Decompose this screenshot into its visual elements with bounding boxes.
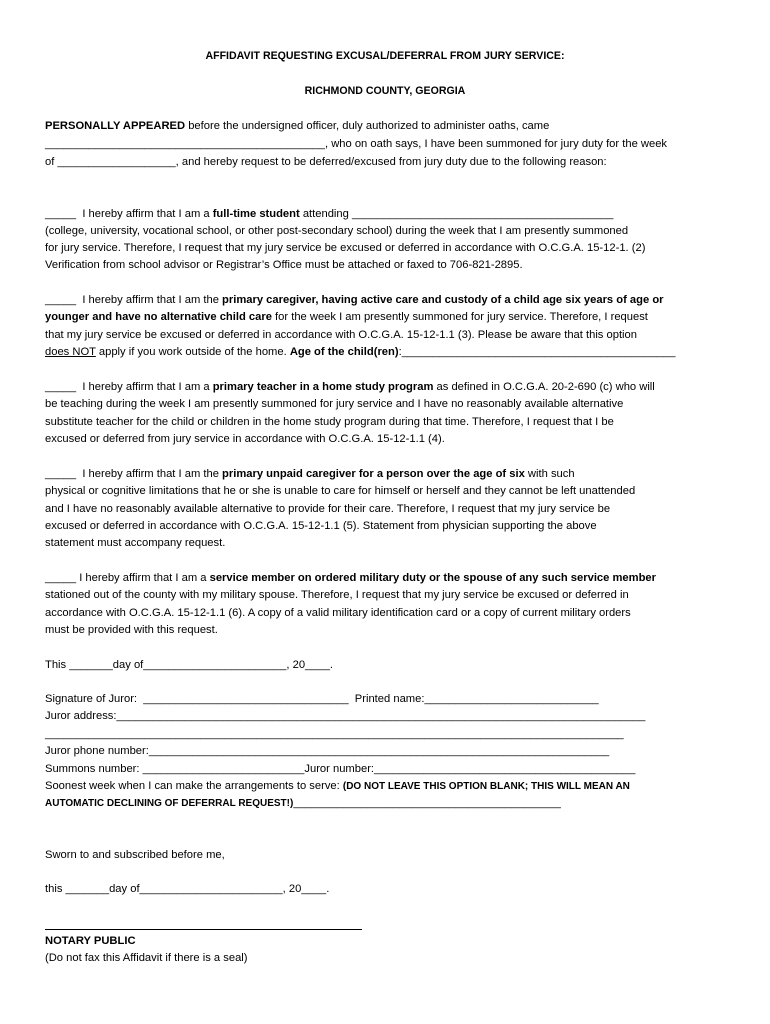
date-line: This _______day of_______________________, 20____. <box>45 659 334 671</box>
teacher-bold: primary teacher in a home study program <box>212 381 434 393</box>
caregiver-child-bold-2: younger and have no alternative child care <box>45 311 272 323</box>
juror-address-line: Juror address:_____________________________________________________________________________________ <box>45 710 646 722</box>
teacher-option <box>45 380 655 394</box>
caregiver-child-checkline: _____ I hereby affirm that I am the <box>45 294 223 306</box>
student-line-2: (college, university, vocational school, or other post-secondary school) during the week that I am presently summoned <box>45 225 629 237</box>
child-age-field: :____________________________________________ <box>398 346 676 358</box>
military-line-2: stationed out of the county with my military spouse. Therefore, I request that my jury service be excused or deferred in <box>45 589 629 601</box>
teacher-line-2: be teaching during the week I am presently summoned for jury service and I have no reasonably available alternative <box>45 398 624 410</box>
student-line-3: for jury service. Therefore, I request that my jury service be excused or deferred in accordance with O.C.G.A. 15-12-1. (2) <box>45 242 646 254</box>
student-checkline: _____ I hereby affirm that I am a <box>45 208 213 220</box>
county-heading: RICHMOND COUNTY, GEORGIA <box>304 85 466 97</box>
soonest-week-label: Soonest week when I can make the arrangements to serve: <box>45 780 343 792</box>
caregiver-child-line-4 <box>45 345 675 359</box>
caregiver-child-bold: primary caregiver, having active care and custody of a child age six years of age or <box>222 294 664 306</box>
does-not-underlined: does NOT <box>45 346 96 358</box>
soonest-week-field: ___________________________________________ <box>293 797 561 809</box>
notary-signature-line <box>45 929 362 930</box>
caregiver-child-option <box>45 293 664 307</box>
intro-line-2: _____________________________________________, who on oath says, I have been summoned for jury duty for the week <box>45 138 668 150</box>
juror-signature-line: Signature of Juror: _________________________________ Printed name:____________________________ <box>45 693 599 705</box>
student-line-4: Verification from school advisor or Registrar’s Office must be attached or faxed to 706-821-2895. <box>45 259 523 271</box>
juror-phone-line: Juror phone number:__________________________________________________________________________ <box>45 745 610 757</box>
sworn-heading: Sworn to and subscribed before me, <box>45 849 225 861</box>
teacher-line-3: substitute teacher for the child or children in the home study program during that time. Therefore, I request that I be <box>45 416 614 428</box>
caregiver-adult-option <box>45 467 575 481</box>
military-checkline: _____ I hereby affirm that I am a <box>45 572 210 584</box>
military-line-3: accordance with O.C.G.A. 15-12-1.1 (6). A copy of a valid military identification card or a copy of current military orders <box>45 607 631 619</box>
caregiver-child-line-2 <box>45 310 648 324</box>
intro-line-3: of ___________________, and hereby request to be deferred/excused from jury duty due to the following reason: <box>45 156 607 168</box>
caregiver-adult-line-5: statement must accompany request. <box>45 537 226 549</box>
caregiver-adult-text-1: with such <box>524 468 575 480</box>
soonest-week-line <box>45 779 630 794</box>
teacher-checkline: _____ I hereby affirm that I am a <box>45 381 213 393</box>
caregiver-adult-bold: primary unpaid caregiver for a person over the age of six <box>222 468 525 480</box>
notary-public-label: NOTARY PUBLIC <box>45 935 136 947</box>
student-school-field: attending __________________________________________ <box>299 208 614 220</box>
military-line-4: must be provided with this request. <box>45 624 218 636</box>
caregiver-child-text-4: apply if you work outside of the home. <box>95 346 290 358</box>
juror-address-line-2: _____________________________________________________________________________________________ <box>45 728 624 740</box>
intro-line-1 <box>45 119 549 133</box>
notary-fax-note: (Do not fax this Affidavit if there is a seal) <box>45 952 248 964</box>
soonest-warning: (DO NOT LEAVE THIS OPTION BLANK; THIS WILL MEAN AN <box>342 781 630 792</box>
summons-juror-number-line: Summons number: __________________________Juror number:__________________________________________ <box>45 763 636 775</box>
caregiver-adult-line-2: physical or cognitive limitations that he or she is unable to care for himself or herself and they cannot be left unattended <box>45 485 636 497</box>
military-bold: service member on ordered military duty or the spouse of any such service member <box>209 572 657 584</box>
document-title: AFFIDAVIT REQUESTING EXCUSAL/DEFERRAL FROM JURY SERVICE: <box>205 50 565 62</box>
personally-appeared-label: PERSONALLY APPEARED <box>45 120 186 132</box>
teacher-line-4: excused or deferred from jury service in accordance with O.C.G.A. 15-12-1.1 (4). <box>45 433 445 445</box>
caregiver-child-text-2: for the week I am presently summoned for jury service. Therefore, I request <box>271 311 648 323</box>
student-option <box>45 207 613 221</box>
caregiver-adult-checkline: _____ I hereby affirm that I am the <box>45 468 223 480</box>
soonest-warning-2: AUTOMATIC DECLINING OF DEFERRAL REQUEST!) <box>45 798 294 809</box>
intro-text: before the undersigned officer, duly authorized to administer oaths, came <box>185 120 550 132</box>
teacher-text-1: as defined in O.C.G.A. 20-2-690 (c) who will <box>433 381 655 393</box>
child-age-label: Age of the child(ren) <box>289 346 399 358</box>
military-option <box>45 571 656 585</box>
caregiver-adult-line-4: excused or deferred in accordance with O.C.G.A. 15-12-1.1 (5). Statement from physician supporting the above <box>45 520 597 532</box>
caregiver-child-line-3: that my jury service be excused or deferred in accordance with O.C.G.A. 15-12-1.1 (3). Please be aware that this option <box>45 329 637 341</box>
sworn-date-line: this _______day of_______________________, 20____. <box>45 883 330 895</box>
soonest-week-line-2 <box>45 796 561 811</box>
student-bold: full-time student <box>212 208 300 220</box>
caregiver-adult-line-3: and I have no reasonably available alternative to provide for their care. Therefore, I request that my jury service be <box>45 503 611 515</box>
